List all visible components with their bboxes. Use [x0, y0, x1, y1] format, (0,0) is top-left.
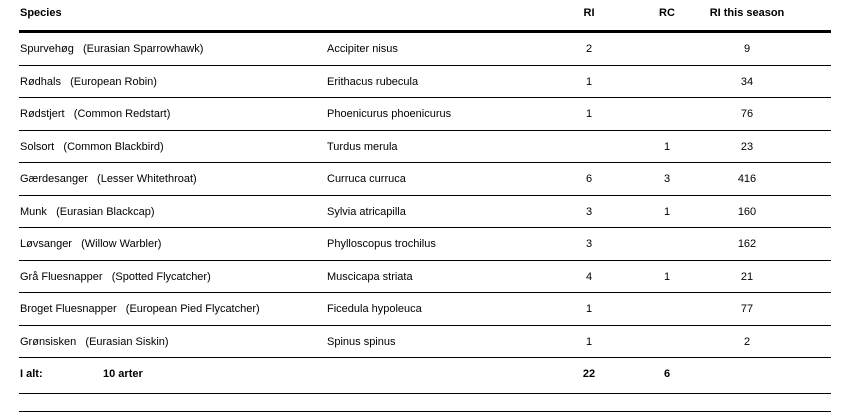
rc-value: 1 — [663, 270, 671, 283]
species-common-name: Spurvehøg (Eurasian Sparrowhawk) — [20, 43, 204, 55]
table-row — [19, 228, 831, 261]
ri-value: 4 — [585, 270, 593, 283]
table-bottom-rule — [19, 394, 831, 412]
rc-value: 1 — [663, 205, 671, 218]
species-latin-name: Accipiter nisus — [327, 43, 398, 55]
ri-value: 1 — [585, 108, 593, 120]
ri-value: 1 — [585, 303, 593, 315]
species-latin-name: Curruca curruca — [327, 173, 406, 185]
total-row — [19, 358, 831, 394]
species-latin-name: Ficedula hypoleuca — [327, 303, 422, 315]
species-latin-name: Spinus spinus — [327, 335, 396, 348]
species-latin-name: Sylvia atricapilla — [327, 205, 406, 218]
species-common-name: Gærdesanger (Lesser Whitethroat) — [20, 173, 197, 185]
total-species-count: 10 arter — [103, 368, 143, 380]
rc-value: 3 — [663, 173, 671, 185]
species-common-name: Munk (Eurasian Blackcap) — [20, 205, 155, 218]
table-row — [19, 163, 831, 196]
ri-season-value: 162 — [737, 238, 757, 250]
ri-season-value: 77 — [740, 303, 754, 315]
total-label: I alt: — [20, 368, 43, 380]
species-common-name: Rødstjert (Common Redstart) — [20, 108, 171, 120]
species-common-name: Grå Fluesnapper (Spotted Flycatcher) — [20, 270, 211, 283]
species-latin-name: Phoenicurus phoenicurus — [327, 108, 452, 120]
ri-value: 3 — [585, 238, 593, 250]
table-header — [19, 0, 831, 33]
ri-season-value: 2 — [743, 335, 751, 348]
table-row — [19, 326, 831, 359]
ri-season-value: 23 — [740, 140, 754, 153]
ri-value: 1 — [585, 75, 593, 88]
table-row — [19, 293, 831, 326]
header-rc: RC — [659, 7, 675, 19]
table-row — [19, 33, 831, 66]
table-row — [19, 98, 831, 131]
species-latin-name: Phylloscopus trochilus — [327, 238, 436, 250]
ri-season-value: 76 — [740, 108, 754, 120]
ri-season-value: 9 — [743, 43, 751, 55]
ri-value: 6 — [585, 173, 593, 185]
table-body — [19, 33, 831, 358]
species-common-name: Rødhals (European Robin) — [20, 75, 157, 88]
table-row — [19, 131, 831, 164]
species-common-name: Grønsisken (Eurasian Siskin) — [20, 335, 169, 348]
species-common-name: Løvsanger (Willow Warbler) — [20, 238, 162, 250]
species-latin-name: Erithacus rubecula — [327, 75, 419, 88]
ri-season-value: 416 — [737, 173, 757, 185]
table-row — [19, 66, 831, 99]
ri-value: 1 — [585, 335, 593, 348]
total-rc: 6 — [663, 368, 671, 380]
header-ri-this-season: RI this season — [709, 7, 785, 19]
ri-value: 3 — [585, 205, 593, 218]
ri-season-value: 34 — [740, 75, 754, 88]
rc-value: 1 — [663, 140, 671, 153]
species-table — [19, 0, 831, 412]
ri-value: 2 — [585, 43, 593, 55]
total-ri: 22 — [582, 368, 596, 380]
ri-season-value: 160 — [737, 205, 757, 218]
species-latin-name: Turdus merula — [327, 140, 398, 153]
header-ri: RI — [583, 7, 595, 19]
species-latin-name: Muscicapa striata — [327, 270, 413, 283]
species-common-name: Broget Fluesnapper (European Pied Flycatcher) — [20, 303, 260, 315]
table-row — [19, 261, 831, 294]
table-row — [19, 196, 831, 229]
species-common-name: Solsort (Common Blackbird) — [20, 140, 164, 153]
ri-season-value: 21 — [740, 270, 754, 283]
header-species: Species — [20, 7, 62, 19]
